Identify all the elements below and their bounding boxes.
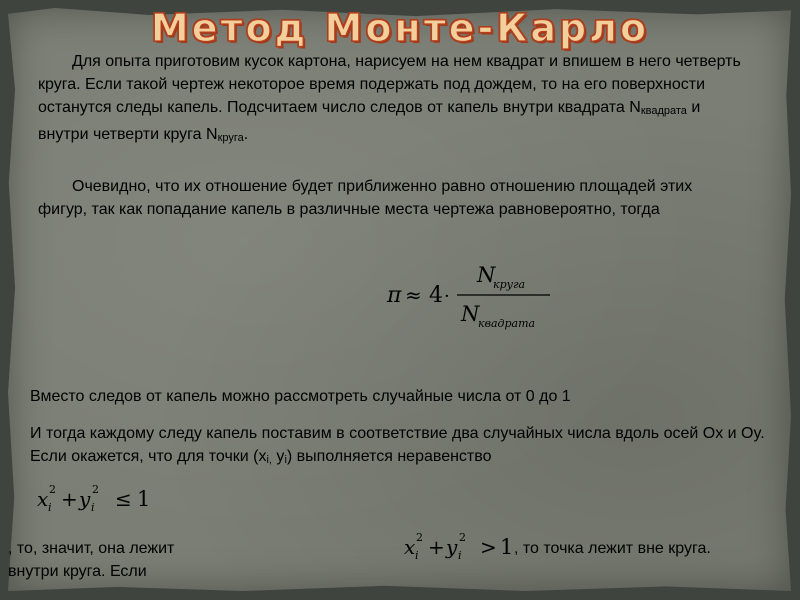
- slide-title: Метод Монте-Карло: [150, 6, 650, 50]
- intro-sub-square: квадрата: [640, 105, 687, 117]
- formula-pi: π: [387, 283, 402, 308]
- ineq1-rhs: 1: [137, 487, 151, 511]
- pi-formula: [385, 260, 555, 330]
- coordinates-sub-1: i,: [266, 454, 272, 466]
- coordinates-text-a: И тогда каждому следу капель поставим в соответствие два случайных числа вдоль осей Ox и Oy. Если окажется, что для точки (x: [30, 425, 765, 465]
- inside-conclusion-text: , то, значит, она лежит внутри круга. Если: [8, 540, 175, 580]
- ineq2-y-exp: 2: [459, 531, 466, 544]
- ineq2-y: y: [446, 535, 458, 559]
- ineq2-relation: >: [480, 535, 497, 559]
- formula-numerator-sub: круга: [493, 278, 526, 291]
- ineq2-x-sub: i: [415, 549, 419, 562]
- ineq1-relation: ≤: [115, 487, 132, 511]
- formula-denominator-sub: квадрата: [478, 317, 536, 330]
- intro-text-c: .: [243, 126, 249, 143]
- ineq2-y-sub: i: [458, 549, 462, 562]
- ineq2-rhs: 1: [500, 535, 514, 559]
- ineq1-y: y: [79, 487, 91, 511]
- formula-denominator: N: [461, 302, 480, 326]
- intro-sub-circle: круга: [217, 132, 244, 144]
- ineq2-x-exp: 2: [416, 531, 423, 544]
- formula-factor: 4: [429, 283, 443, 308]
- ineq2-plus: +: [428, 535, 445, 559]
- ratio-paragraph: [38, 175, 743, 221]
- formula-approx: ≈: [405, 283, 422, 307]
- ineq1-y-exp: 2: [92, 483, 99, 496]
- ineq1-y-sub: i: [91, 501, 95, 514]
- coordinates-text-c: ) выполняется неравенство: [286, 448, 492, 465]
- ineq1-x: x: [37, 487, 49, 511]
- formula-dot: ·: [444, 286, 450, 307]
- coordinates-sub-2: i: [284, 454, 287, 466]
- coordinates-paragraph: [30, 422, 800, 472]
- intro-paragraph: [38, 50, 743, 150]
- ineq1-plus: +: [61, 487, 78, 511]
- formula-numerator: N: [477, 263, 496, 287]
- ratio-text: Очевидно, что их отношение будет приближенно равно отношению площадей этих фигур, так как попадание капель в различные места чертежа равновероятно, тогда: [38, 178, 693, 218]
- ineq2-x: x: [404, 535, 416, 559]
- intro-text-b: и внутри четверти круга N: [38, 99, 701, 143]
- intro-text-a: Для опыта приготовим кусок картона, нарисуем на нем квадрат и впишем в него четверть круга. Если такой чертеж некоторое время подержать под дождем, то на его поверхности останутся следы капель. Подсчитаем число следов от капель внутри квадрата N: [38, 53, 741, 116]
- coordinates-text-b: y: [271, 448, 285, 465]
- ineq1-x-sub: i: [48, 501, 52, 514]
- ineq1-x-exp: 2: [49, 483, 56, 496]
- outside-conclusion-text: , то точка лежит вне круга.: [514, 540, 711, 557]
- inequality-outside: [402, 530, 517, 566]
- random-numbers-paragraph: Вместо следов от капель можно рассмотреть случайные числа от 0 до 1: [30, 388, 571, 405]
- inequality-inside: [35, 482, 165, 518]
